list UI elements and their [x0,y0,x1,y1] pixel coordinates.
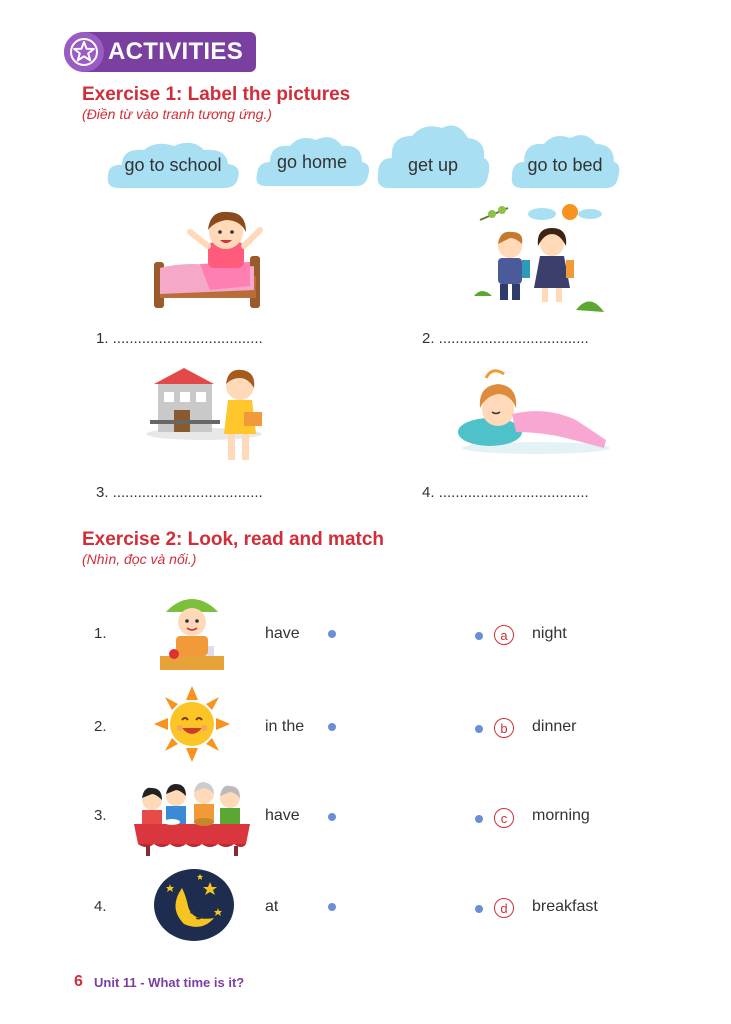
cloud-word-2-label: go home [276,151,348,172]
row-1-number: 1. [94,625,107,642]
row-3-number: 3. [94,807,107,824]
exercise2-subtitle: (Nhìn, đọc và nối.) [82,551,197,567]
row-4-left-word: at [265,898,279,915]
cloud-word-1 [104,138,242,192]
row-2-right-dot[interactable] [475,725,483,733]
blank-2[interactable]: 2. .................................... [422,330,589,347]
option-d-badge: d [494,898,514,918]
cloud-word-4 [510,130,620,192]
row-2-left-word: in the [265,718,305,735]
exercise1-subtitle: (Điền từ vào tranh tương ứng.) [82,106,272,122]
row-2-left-dot[interactable] [328,723,336,731]
picture-family-dinner [132,780,252,858]
row-3-left-word: have [265,807,300,824]
row-4-number: 4. [94,898,107,915]
row-4-left-dot[interactable] [328,903,336,911]
blank-1[interactable]: 1. .................................... [96,330,263,347]
blank-3[interactable]: 3. .................................... [96,484,263,501]
row-3-right-dot[interactable] [475,815,483,823]
cloud-word-1-label: go to school [124,154,222,175]
picture-go-to-bed [456,362,612,458]
picture-go-home [144,360,268,470]
cloud-word-2 [254,134,370,190]
row-4-right-word: breakfast [532,898,598,915]
row-2-number: 2. [94,718,107,735]
option-b-badge: b [494,718,514,738]
exercise1-title: Exercise 1: Label the pictures [82,84,351,105]
unit-title: Unit 11 - What time is it? [94,975,245,990]
row-1-left-word: have [265,625,300,642]
cloud-word-4-label: go to bed [527,154,603,175]
row-2-right-word: dinner [532,718,577,735]
picture-go-to-school [472,200,612,320]
row-1-right-word: night [532,625,567,642]
picture-moon-night [152,868,236,942]
cloud-word-3 [376,122,490,192]
row-4-right-dot[interactable] [475,905,483,913]
row-3-right-word: morning [532,807,590,824]
exercise2-title: Exercise 2: Look, read and match [82,529,385,550]
blank-4[interactable]: 4. .................................... [422,484,589,501]
row-1-right-dot[interactable] [475,632,483,640]
picture-get-up [150,202,270,312]
row-3-left-dot[interactable] [328,813,336,821]
picture-breakfast [156,594,228,674]
picture-sun [154,686,230,762]
option-c-badge: c [494,808,514,828]
row-1-left-dot[interactable] [328,630,336,638]
cloud-word-3-label: get up [407,154,459,175]
activities-title: ACTIVITIES [108,38,244,65]
page-number: 6 [74,973,83,990]
option-a-badge: a [494,625,514,645]
star-icon [64,32,104,72]
